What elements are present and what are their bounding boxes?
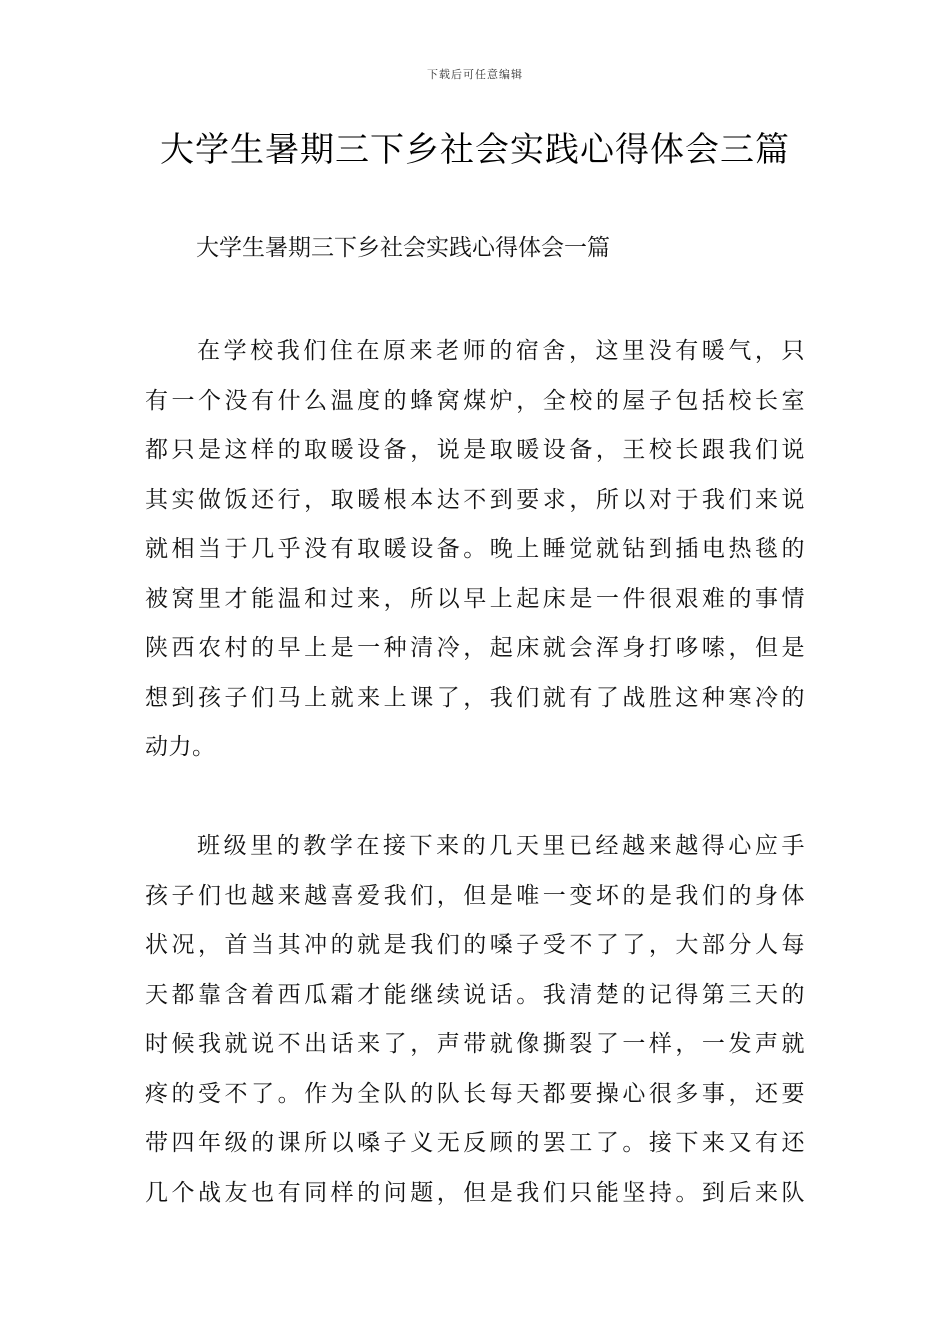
paragraph-line: 有一个没有什么温度的蜂窝煤炉，全校的屋子包括校长室 (145, 387, 805, 414)
paragraph-line: 被窝里才能温和过来，所以早上起床是一件很艰难的事情 (145, 585, 805, 612)
paragraph-line: 带四年级的课所以嗓子义无反顾的罢工了。接下来又有还 (145, 1130, 805, 1156)
paragraph-line: 状况，首当其冲的就是我们的嗓子受不了了，大部分人每 (145, 932, 805, 958)
header-note: 下载后可任意编辑 (427, 68, 523, 81)
paragraph-line: 疼的受不了。作为全队的队长每天都要操心很多事，还要 (145, 1080, 805, 1107)
paragraph-line: 陕西农村的早上是一种清冷，起床就会浑身打哆嗦，但是 (145, 635, 805, 661)
paragraph-line: 孩子们也越来越喜爱我们，但是唯一变坏的是我们的身体 (145, 882, 805, 909)
paragraph-line: 都只是这样的取暖设备，说是取暖设备，王校长跟我们说 (145, 437, 805, 463)
paragraph-line: 几个战友也有同样的问题，但是我们只能坚持。到后来队 (145, 1179, 805, 1206)
paragraph-2 (145, 822, 805, 1218)
paragraph-1 (145, 327, 805, 773)
paragraph-line: 想到孩子们马上就来上课了，我们就有了战胜这种寒冷的 (145, 684, 805, 711)
paragraph-line: 其实做饭还行，取暖根本达不到要求，所以对于我们来说 (145, 486, 805, 513)
section-title: 大学生暑期三下乡社会实践心得体会一篇 (196, 235, 610, 261)
paragraph-line: 时候我就说不出话来了，声带就像撕裂了一样，一发声就 (145, 1031, 805, 1057)
paragraph-line: 就相当于几乎没有取暖设备。晚上睡觉就钻到插电热毯的 (145, 536, 805, 562)
paragraph-line: 动力。 (145, 734, 216, 760)
paragraph-line: 天都靠含着西瓜霜才能继续说话。我清楚的记得第三天的 (145, 981, 805, 1008)
paragraph-line: 班级里的教学在接下来的几天里已经越来越得心应手 (197, 833, 805, 859)
paragraph-line: 在学校我们住在原来老师的宿舍，这里没有暖气，只 (197, 338, 805, 364)
document-title: 大学生暑期三下乡社会实践心得体会三篇 (160, 130, 790, 170)
